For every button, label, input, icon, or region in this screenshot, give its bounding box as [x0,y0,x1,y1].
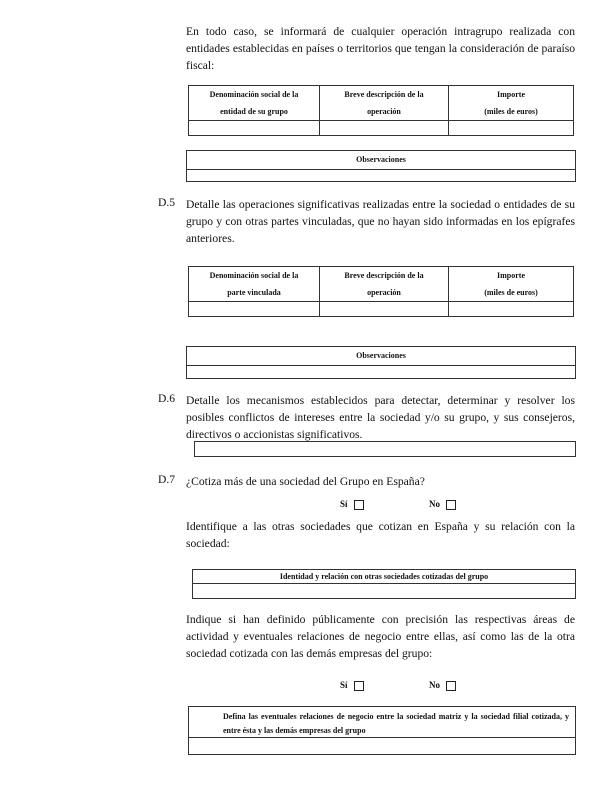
define-relations-table [188,706,576,755]
header-importe: Importe (miles de euros) [449,86,574,121]
input-cell[interactable] [320,302,449,317]
input-cell[interactable] [449,121,574,136]
observaciones-input[interactable] [187,366,575,378]
section-number-d7: D.7 [158,473,176,486]
no-checkbox[interactable] [446,500,456,510]
header-descripcion: Breve descripción de la operación [320,267,449,302]
header-descripcion: Breve descripción de la operación [320,86,449,121]
no-label: No [429,680,440,690]
no-option-2[interactable] [429,680,456,691]
define-relations-input[interactable] [189,738,575,753]
intro-paragraph: En todo caso, se informará de cualquier operación intragrupo realizada con entidades establecidas en países o territorios que tengan la consideración de paraíso fiscal: [186,25,575,72]
section-number-d6: D.6 [158,392,176,405]
define-relations-header: Defina las eventuales relaciones de negocio entre la sociedad matriz y la sociedad filial cotizada, y entre ésta y las demás empresas del grupo [189,707,575,738]
observaciones-header: Observaciones [187,151,575,170]
header-denominacion: Denominación social de la parte vinculada [189,267,320,302]
header-denominacion: Denominación social de la entidad de su grupo [189,86,320,121]
input-cell[interactable] [189,302,320,317]
section-number-d5: D.5 [158,196,176,209]
si-label: Sí [340,680,348,690]
observaciones-box [186,150,576,182]
intragroup-table [188,85,574,136]
no-checkbox[interactable] [446,681,456,691]
si-option[interactable] [340,499,364,510]
no-label: No [429,499,440,509]
si-checkbox[interactable] [354,500,364,510]
observaciones-header: Observaciones [187,347,575,366]
observaciones-input[interactable] [187,170,575,181]
related-party-table [188,266,574,317]
input-cell[interactable] [449,302,574,317]
identity-input[interactable] [193,584,575,598]
d7-question: ¿Cotiza más de una sociedad del Grupo en España? [186,475,425,488]
input-cell[interactable] [320,121,449,136]
si-checkbox[interactable] [354,681,364,691]
no-option[interactable] [429,499,456,510]
header-importe: Importe (miles de euros) [449,267,574,302]
d6-answer-field[interactable] [194,441,576,457]
d5-text: Detalle las operaciones significativas realizadas entre la sociedad o entidades de su grupo y con otras partes vinculadas, que no hayan sido informadas en los epígrafes anteriores. [186,198,575,245]
identity-table [192,569,576,599]
input-cell[interactable] [189,121,320,136]
identity-table-header: Identidad y relación con otras sociedades cotizadas del grupo [193,570,575,584]
d6-text: Detalle los mecanismos establecidos para detectar, determinar y resolver los posibles conflictos de intereses entre la sociedad y/o su grupo, y sus consejeros, directivos o accionistas significativos. [186,394,575,441]
si-option-2[interactable] [340,680,364,691]
si-label: Sí [340,499,348,509]
d7-identify-text: Identifique a las otras sociedades que cotizan en España y su relación con la sociedad: [186,520,575,550]
d7-indicate-text: Indique si han definido públicamente con precisión las respectivas áreas de actividad y eventuales relaciones de negocio entre ellas, así como las de la otra sociedad cotizada con las demás empresas del grupo: [186,613,575,660]
observaciones-box [186,346,576,379]
